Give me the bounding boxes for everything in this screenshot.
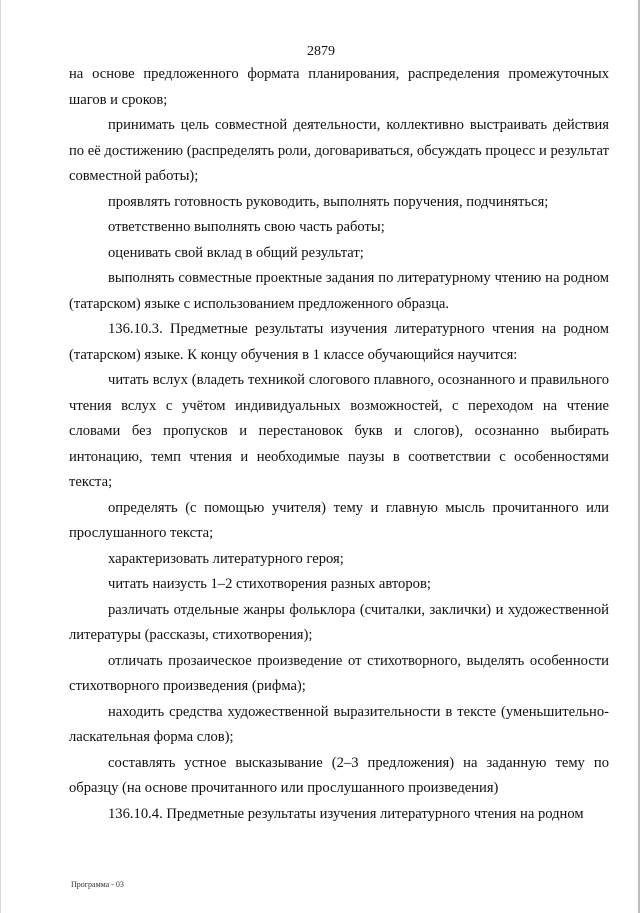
paragraph: составлять устное высказывание (2–3 предложения) на заданную тему по образцу (на основе прочитанного или прослушанного произведения) — [69, 754, 609, 796]
paragraph: различать отдельные жанры фольклора (считалки, заклички) и художественной литературы (рассказы, стихотворения); — [69, 601, 609, 643]
paragraph: на основе предложенного формата планирования, распределения промежуточных шагов и сроков; — [69, 66, 609, 108]
paragraph: читать наизусть 1–2 стихотворения разных авторов; — [108, 576, 431, 592]
paragraph: характеризовать литературного героя; — [108, 550, 344, 567]
paragraph: отличать прозаическое произведение от стихотворного, выделять особенности стихотворного произведения (рифма); — [69, 652, 609, 694]
paragraph: читать вслух (владеть техникой слогового плавного, осознанного и правильного чтения вслух с учётом индивидуальных возможностей, с переходом на чтение словами без пропусков и перестановок букв и слогов), осознанно выбирать интонацию, темп чтения и необходимые паузы в соответствии с особенностями текста; — [69, 372, 609, 490]
paragraph: оценивать свой вклад в общий результат; — [108, 244, 364, 261]
paragraph: ответственно выполнять свою часть работы; — [108, 219, 385, 235]
paragraph: находить средства художественной выразительности в тексте (уменьшительно-ласкательная форма слов); — [69, 703, 609, 745]
body-text — [69, 62, 609, 827]
paragraph: определять (с помощью учителя) тему и главную мысль прочитанного или прослушанного текста; — [69, 499, 609, 541]
paragraph: выполнять совместные проектные задания по литературному чтению на родном (татарском) языке с использованием предложенного образца. — [69, 270, 609, 312]
page-number: 2879 — [307, 44, 335, 59]
paragraph: проявлять готовность руководить, выполнять поручения, подчиняться; — [108, 193, 549, 210]
paragraph: принимать цель совместной деятельности, коллективно выстраивать действия по её достижению (распределять роли, договариваться, обсуждать процесс и результат совместной работы); — [69, 117, 609, 184]
paragraph: 136.10.3. Предметные результаты изучения литературного чтения на родном (татарском) языке. К концу обучения в 1 классе обучающийся научится: — [69, 321, 609, 363]
paragraph: 136.10.4. Предметные результаты изучения литературного чтения на родном — [108, 805, 584, 822]
footer-label: Программа - 03 — [71, 880, 124, 889]
